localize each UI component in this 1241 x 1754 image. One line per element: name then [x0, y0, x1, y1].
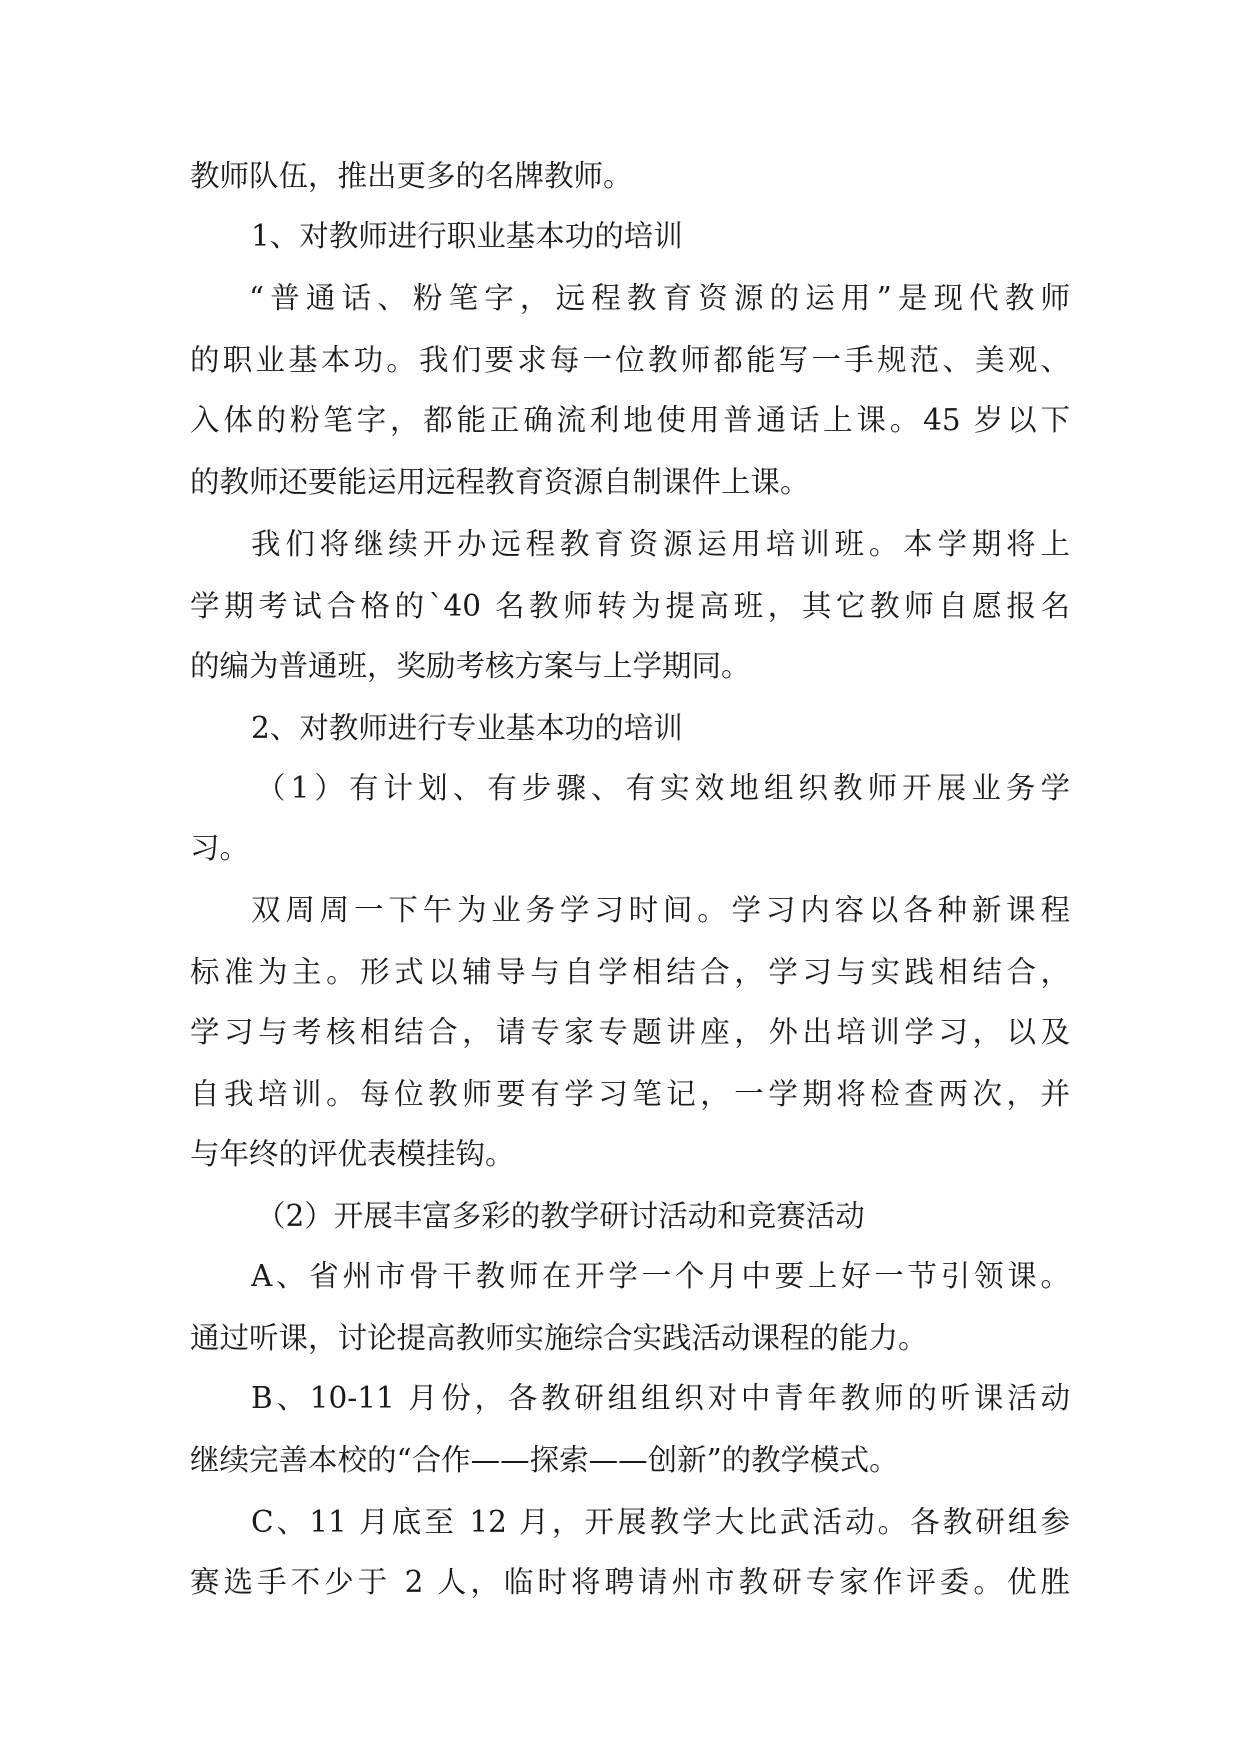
section-heading: 2、对教师进行专业基本功的培训: [251, 711, 683, 745]
paragraph-start: B、10-11 月份，各教研组组织对中青年教师的听课活动: [251, 1381, 1070, 1415]
paragraph-start: 我们将继续开办远程教育资源运用培训班。本学期将上: [251, 527, 1070, 561]
text-line: 的编为普通班，奖励考核方案与上学期同。: [190, 649, 751, 683]
paragraph-start: C、11 月底至 12 月，开展教学大比武活动。各教研组参: [251, 1505, 1070, 1539]
paragraph-start: A、省州市骨干教师在开学一个月中要上好一节引领课。: [251, 1259, 1070, 1293]
text-line: 标准为主。形式以辅导与自学相结合，学习与实践相结合，: [190, 955, 1070, 989]
text-line: 教师队伍，推出更多的名牌教师。: [190, 159, 633, 193]
text-line: 学习与考核相结合，请专家专题讲座，外出培训学习，以及: [190, 1015, 1070, 1049]
text-line: 学期考试合格的`40 名教师转为提高班，其它教师自愿报名: [190, 589, 1070, 623]
text-line: 自我培训。每位教师要有学习笔记，一学期将检查两次，并: [190, 1077, 1070, 1111]
text-line: 赛选手不少于 2 人，临时将聘请州市教研专家作评委。优胜: [190, 1565, 1070, 1599]
text-line: 的教师还要能运用远程教育资源自制课件上课。: [190, 465, 810, 499]
text-line: 入体的粉笔字，都能正确流利地使用普通话上课。45 岁以下: [190, 403, 1070, 437]
paragraph-start: 双周周一下午为业务学习时间。学习内容以各种新课程: [251, 893, 1070, 927]
subsection-heading: （2）开展丰富多彩的教学研讨活动和竞赛活动: [256, 1199, 865, 1233]
text-line: 通过听课，讨论提高教师实施综合实践活动课程的能力。: [190, 1321, 928, 1355]
subsection-heading: （1）有计划、有步骤、有实效地组织教师开展业务学: [256, 771, 1070, 805]
text-line: 习。: [190, 831, 250, 865]
section-heading: 1、对教师进行职业基本功的培训: [251, 219, 683, 253]
text-line: 的职业基本功。我们要求每一位教师都能写一手规范、美观、: [190, 343, 1070, 377]
text-line: 与年终的评优表模挂钩。: [190, 1137, 515, 1171]
paragraph-start: “普通话、粉笔字，远程教育资源的运用”是现代教师: [249, 281, 1070, 315]
text-line: 继续完善本校的“合作——探索——创新”的教学模式。: [190, 1443, 899, 1477]
